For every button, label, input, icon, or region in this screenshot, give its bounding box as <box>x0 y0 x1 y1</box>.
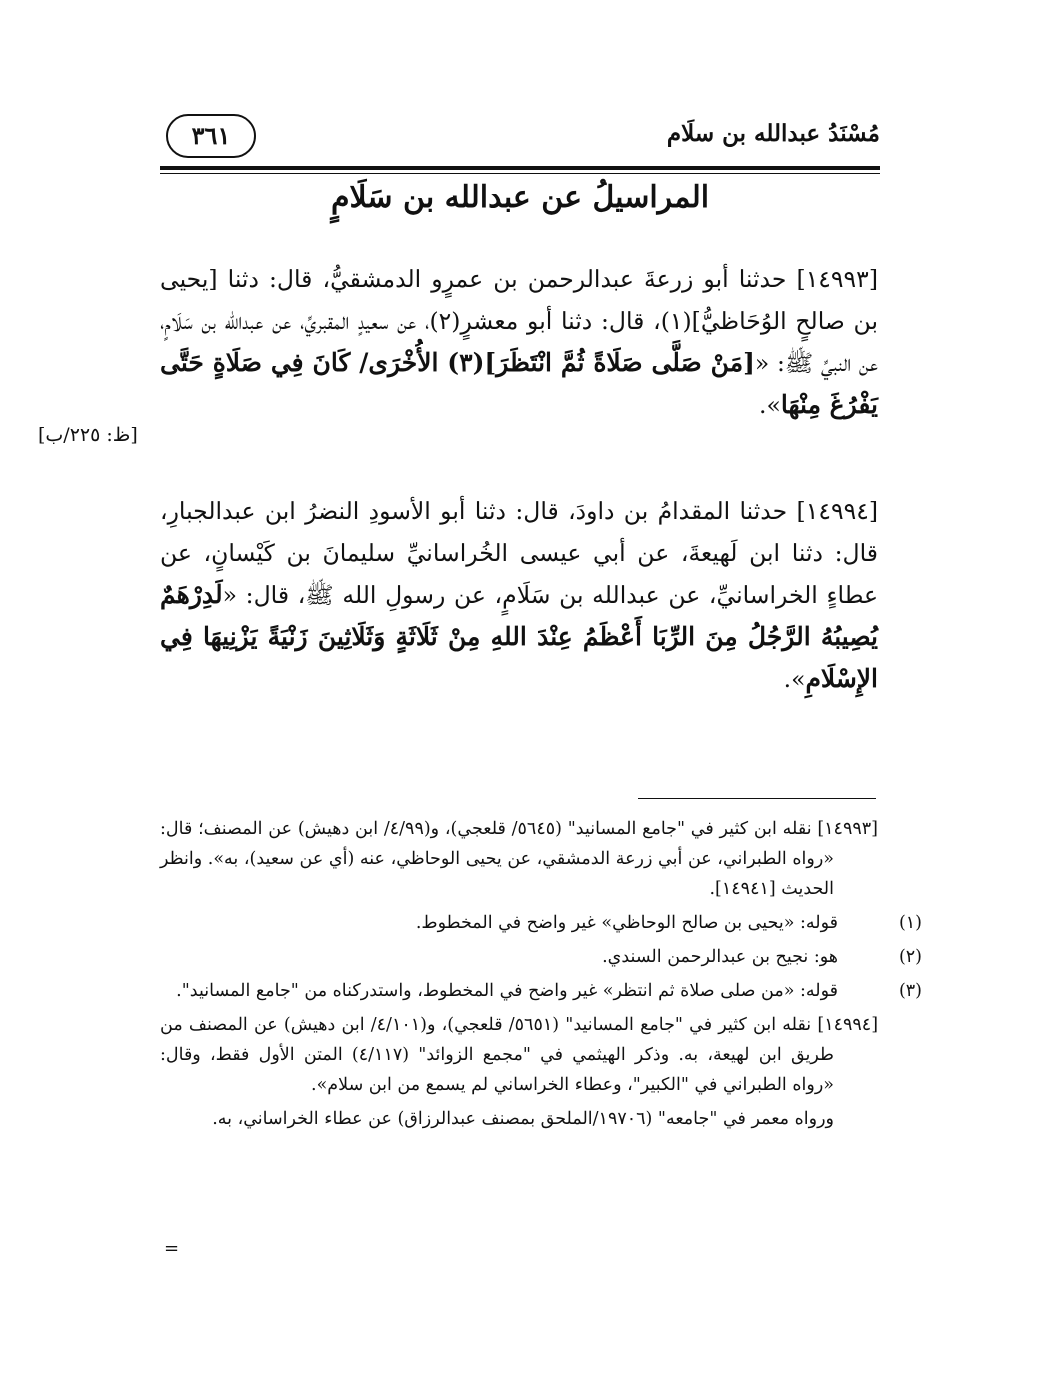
hadith-number: [١٤٩٩٣] <box>796 265 878 293</box>
hadith-isnad: حدثنا المقدامُ بن داودَ، قال: دثنا أبو الأسودِ النضرُ ابن عبدالجبارِ، قال: دثنا ابن لَهيعةَ، عن أبي عيسى الخُراسانيِّ سليمانَ بن كَيْسانٍ، عن عطاءٍ الخراسانيِّ، عن عبدالله بن سَلَامٍ، عن رسولِ الله ﷺ، قال: « <box>160 497 878 609</box>
footnote-14993: [١٤٩٩٣] نقله ابن كثير في "جامع المسانيد" (٥٦٤٥/ قلعجي)، و(٤/٩٩/ ابن دهيش) عن المصنف؛ قال: «رواه الطبراني، عن أبي زرعة الدمشقي، عن يحيى الوحاظي، عنه (أي عن سعيد)، به». وانظر الحديث [١٤٩٤١]. <box>160 819 878 899</box>
running-title: مُسْنَدُ عبدالله بن سلَام <box>666 120 880 147</box>
footnote-text: قوله: «يحيى بن صالح الوحاظي» غير واضح في المخطوط. <box>415 913 838 933</box>
hadith-close: ». <box>783 665 806 693</box>
hadith-close: ». <box>759 391 781 419</box>
footnote-2 <box>160 942 922 972</box>
hadith-paragraph-14993 <box>160 258 878 426</box>
header-rule-thin <box>160 173 880 174</box>
page-number: ٣٦١ <box>166 114 256 158</box>
footnote-1 <box>160 908 922 938</box>
footnote-14994: [١٤٩٩٤] نقله ابن كثير في "جامع المسانيد" (٥٦٥١/ قلعجي)، و(٤/١٠١/ ابن دهيش) عن المصنف من طريق ابن لهيعة، به. وذكر الهيثمي في "مجمع الزوائد" (٤/١١٧) المتن الأول فقط، وقال: «رواه الطبراني في "الكبير"، وعطاء الخراساني لم يسمع من ابن سلام». <box>160 1015 879 1095</box>
footnote-number: (٢) <box>898 947 922 967</box>
footnote-number: (١) <box>898 913 922 933</box>
footnote-separator <box>638 798 876 799</box>
footnote-14994-continued: ورواه معمر في "جامعه" (١٩٧٠٦/الملحق بمصنف عبدالرزاق) عن عطاء الخراساني، به. <box>212 1109 834 1129</box>
continuation-mark: = <box>164 1238 180 1259</box>
footnote-number: (٣) <box>898 981 922 1001</box>
hadith-isnad: حدثنا أبو زرعةَ عبدالرحمن بن عمرٍو الدمشقيُّ، قال: دثنا [يحيى بن صالحٍ الوُحَاظيُّ](١)، قال: دثنا أبو معشرٍ(٢)، عن سعيدٍ المقبريِّ، عن عبدالله بن سَلَامٍ، عن النبيِّ ﷺ: « <box>160 265 878 377</box>
hadith-number: [١٤٩٩٤] <box>796 497 878 525</box>
page-header <box>160 110 880 166</box>
hadith-matn: [مَنْ صَلَّى صَلَاةً ثُمَّ انْتَظَرَ](٣) الأُخْرَى/ كَانَ فِي صَلَاةٍ حَتَّى يَفْرُغَ مِنْهَا <box>160 348 878 419</box>
hadith-paragraph-14994 <box>160 490 878 700</box>
footnote-text: قوله: «من صلى صلاة ثم انتظر» غير واضح في المخطوط، واستدركناه من "جامع المسانيد". <box>176 981 838 1001</box>
footnote-text: هو: نجيح بن عبدالرحمن السندي. <box>602 947 838 967</box>
section-title: المراسيلُ عن عبدالله بن سَلَامٍ <box>330 180 710 215</box>
hadith-matn: لَدِرْهَمٌ يُصِيبُهُ الرَّجُلُ مِنَ الرِّبَا أَعْظَمُ عِنْدَ اللهِ مِنْ ثَلَاثَةٍ وَثَلَاثِينَ زَنْيَةً يَزْنِيهَا فِي الإِسْلَامِ <box>160 580 878 693</box>
footnote-3 <box>160 976 922 1006</box>
footnotes <box>160 814 922 1138</box>
manuscript-folio-note: [ظ: ٢٢٥/ب] <box>38 424 138 446</box>
header-rule-thick <box>160 166 880 170</box>
